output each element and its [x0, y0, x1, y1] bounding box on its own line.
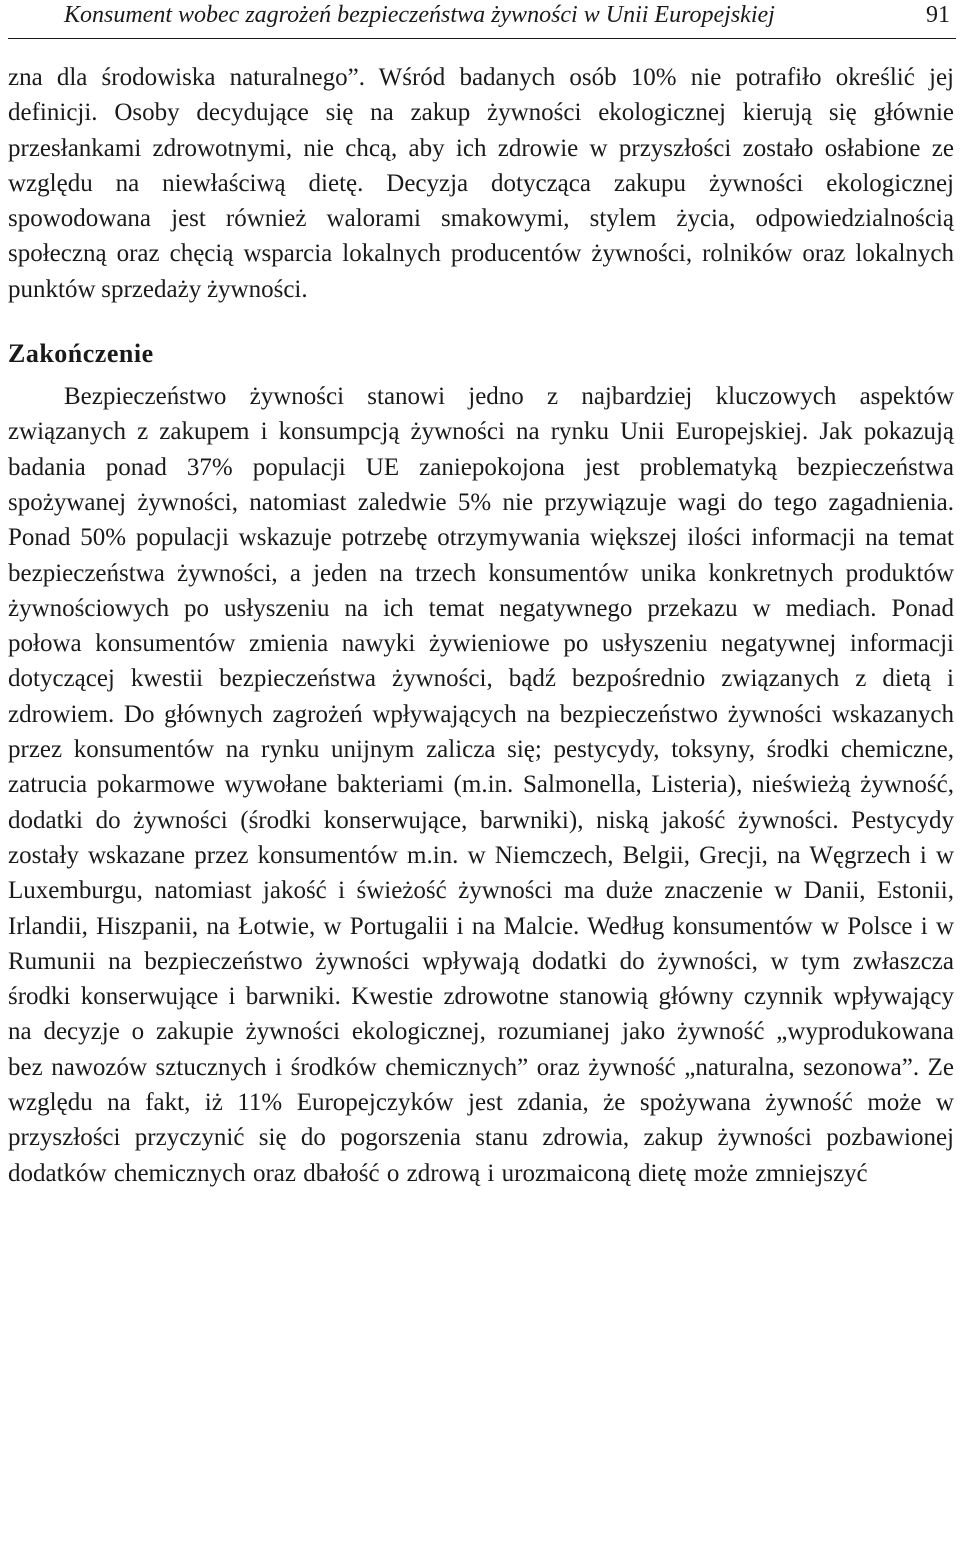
page-body [8, 60, 954, 1191]
paragraph-conclusion: Bezpieczeństwo żywności stanowi jedno z najbardziej kluczowych aspektów związanych z zakupem i konsumpcją żywności na rynku Unii Europejskiej. Jak pokazują badania ponad 37% populacji UE zaniepokojona jest problematyką bezpieczeństwa spożywanej żywności, natomiast zaledwie 5% nie przywiązuje wagi do tego zagadnienia. Ponad 50% populacji wskazuje potrzebę otrzymywania większej ilości informacji na temat bezpieczeństwa żywności, a jeden na trzech konsumentów unika konkretnych produktów żywnościowych po usłyszeniu na ich temat negatywnego przekazu w mediach. Ponad połowa konsumentów zmienia nawyki żywieniowe po usłyszeniu negatywnej informacji dotyczącej kwestii bezpieczeństwa żywności, bądź bezpośrednio związanych z dietą i zdrowiem. Do głównych zagrożeń wpływających na bezpieczeństwo żywności wskazanych przez konsumentów na rynku unijnym zalicza się; pestycydy, toksyny, środki chemiczne, zatrucia pokarmowe wywołane bakteriami (m.in. Salmonella, Listeria), nieświeżą żywność, dodatki do żywności (środki konserwujące, barwniki), niską jakość żywności. Pestycydy zostały wskazane przez konsumentów m.in. w Niemczech, Belgii, Grecji, na Węgrzech i w Luxemburgu, natomiast jakość i świeżość żywności ma duże znaczenie w Danii, Estonii, Irlandii, Hiszpanii, na Łotwie, w Portugalii i na Malcie. Według konsumentów w Polsce i w Rumunii na bezpieczeństwo żywności wpływają dodatki do żywności, w tym zwłaszcza środki konserwujące i barwniki. Kwestie zdrowotne stanowią główny czynnik wpływający na decyzje o zakupie żywności ekologicznej, rozumianej jako żywność „wyprodukowana bez nawozów sztucznych i środków chemicznych” oraz żywność „naturalna, sezonowa”. Ze względu na fakt, iż 11% Europejczyków jest zdania, że spożywana żywność może w przyszłości przyczynić się do pogorszenia stanu zdrowia, zakup żywności pozbawionej dodatków chemicznych oraz dbałość o zdrową i urozmaiconą dietę może zmniejszyć [8, 383, 954, 1187]
running-title: Konsument wobec zagrożeń bezpieczeństwa żywności w Unii Europejskiej [64, 2, 775, 28]
page-header [0, 0, 960, 42]
paragraph-continued: zna dla środowiska naturalnego”. Wśród badanych osób 10% nie potrafiło określić jej definicji. Osoby decydujące się na zakup żywności ekologicznej kierują się głównie przesłankami zdrowotnymi, nie chcą, aby ich zdrowie w przyszłości zostało osłabione ze względu na niewłaściwą dietę. Decyzja dotycząca zakupu żywności ekologicznej spowodowana jest również walorami smakowymi, stylem życia, odpowiedzialnością społeczną oraz chęcią wsparcia lokalnych producentów żywności, rolników oraz lokalnych punktów sprzedaży żywności. [8, 64, 954, 303]
section-heading: Zakończenie [8, 339, 154, 369]
page-number: 91 [926, 2, 950, 28]
header-rule [8, 38, 956, 39]
